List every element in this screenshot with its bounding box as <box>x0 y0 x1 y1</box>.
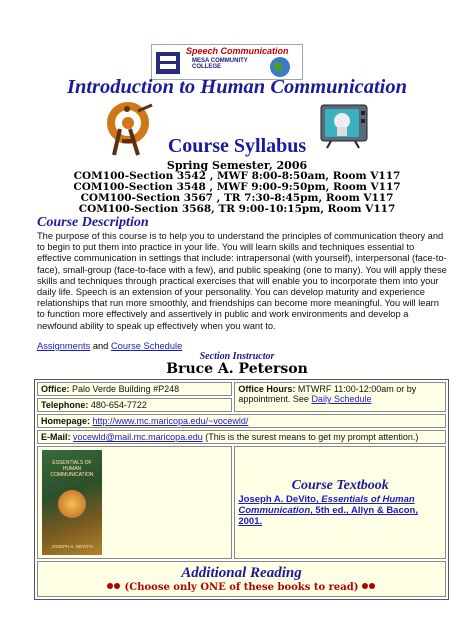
email-note: (This is the surest means to get my prompt attention.) <box>205 432 419 442</box>
telephone-cell <box>37 398 232 412</box>
textbook-info-cell <box>234 446 446 559</box>
office-cell <box>37 382 232 396</box>
links-and: and <box>92 341 109 351</box>
homepage-cell <box>37 414 446 428</box>
college-emblem-icon <box>154 48 184 78</box>
instructor-info-table <box>34 379 449 600</box>
cover-art <box>58 490 86 518</box>
course-description-text: The purpose of this course is to help you to understand the principles of communication theory and to begin to put them into practice in your life. You will learn skills and techniques essential to effective communication in settings that include: intrapersonal (with yourself), interpersonal (face-to-face), small-group (face-to-face with a few), and public speaking (one to many). You will apply these skills and techniques through practical exercises that will enable you to incorporate them into your daily life. Speech is an extension of your personality. You can develop maturity and experience relationships that run more smoothly, and friendships can become more meaningful. You will learn to function more effectively and assertively in public and work environments and develop a newfound ability to speak up effectively when you want to. <box>37 231 447 331</box>
section-line: COM100-Section 3548 , MWF 9:00-9:50pm, Room V117 <box>73 181 401 193</box>
section-line: COM100-Section 3567 , TR 7:30-8:45pm, Room V117 <box>80 192 394 204</box>
textbook-title: Essentials of Human Communication <box>238 494 415 516</box>
textbook-cover-image <box>42 450 102 555</box>
semester: Spring Semester, 2006 <box>166 159 308 172</box>
assignments-link[interactable]: Assignments <box>37 341 91 351</box>
decorative-bullet-icon <box>107 582 121 590</box>
office-hours-value: MTWRF 11:00-12:00am or by appointment. See <box>238 384 417 404</box>
instructor-name: Bruce A. Peterson <box>166 361 308 377</box>
textbook-details: , 5th ed., Allyn & Bacon, 2001. <box>238 505 418 527</box>
banner-title: Speech Communication <box>186 46 289 56</box>
course-schedule-link[interactable]: Course Schedule <box>110 341 183 351</box>
office-label: Office: <box>41 384 70 394</box>
telephone-value: 480-654-7722 <box>90 400 147 410</box>
email-cell <box>37 430 446 444</box>
office-hours-cell <box>234 382 446 412</box>
cover-author: JOSEPH A. DEVITO <box>51 544 93 549</box>
course-description-heading: Course Description <box>37 215 149 230</box>
course-links <box>37 341 182 351</box>
email-link[interactable]: vocewld@mail.mc.maricopa.edu <box>73 432 203 442</box>
section-line: COM100-Section 3542 , MWF 8:00-8:50am, Room V117 <box>73 170 401 182</box>
syllabus-title: Course Syllabus <box>167 135 307 157</box>
page-title: Introduction to Human Communication <box>66 76 408 98</box>
homepage-link[interactable]: http://www.mc.maricopa.edu/~vocewld/ <box>92 416 249 426</box>
daily-schedule-link[interactable]: Daily Schedule <box>311 394 372 404</box>
textbook-link[interactable] <box>238 494 418 527</box>
course-textbook-heading: Course Textbook <box>291 478 389 493</box>
banner-college: MESA COMMUNITY COLLEGE <box>192 58 248 70</box>
additional-reading-heading: Additional Reading <box>181 565 302 581</box>
office-hours-label: Office Hours: <box>238 384 296 394</box>
telephone-label: Telephone: <box>41 400 89 410</box>
section-instructor-heading: Section Instructor <box>199 351 275 362</box>
cover-title: ESSENTIALS OF HUMAN COMMUNICATION <box>50 460 94 478</box>
decorative-bullet-icon <box>362 582 376 590</box>
homepage-label: Homepage: <box>41 416 91 426</box>
additional-reading-note: (Choose only ONE of these books to read) <box>124 582 359 593</box>
textbook-cover-cell <box>37 446 232 559</box>
section-line: COM100-Section 3568, TR 9:00-10:15pm, Room V117 <box>78 203 396 215</box>
email-label: E-Mail: <box>41 432 71 442</box>
office-value: Palo Verde Building #P248 <box>72 384 180 394</box>
speech-communication-logo <box>151 44 303 80</box>
textbook-author: Joseph A. DeVito, <box>238 494 322 505</box>
additional-reading-note-row <box>41 582 442 593</box>
additional-reading-cell <box>37 561 446 597</box>
